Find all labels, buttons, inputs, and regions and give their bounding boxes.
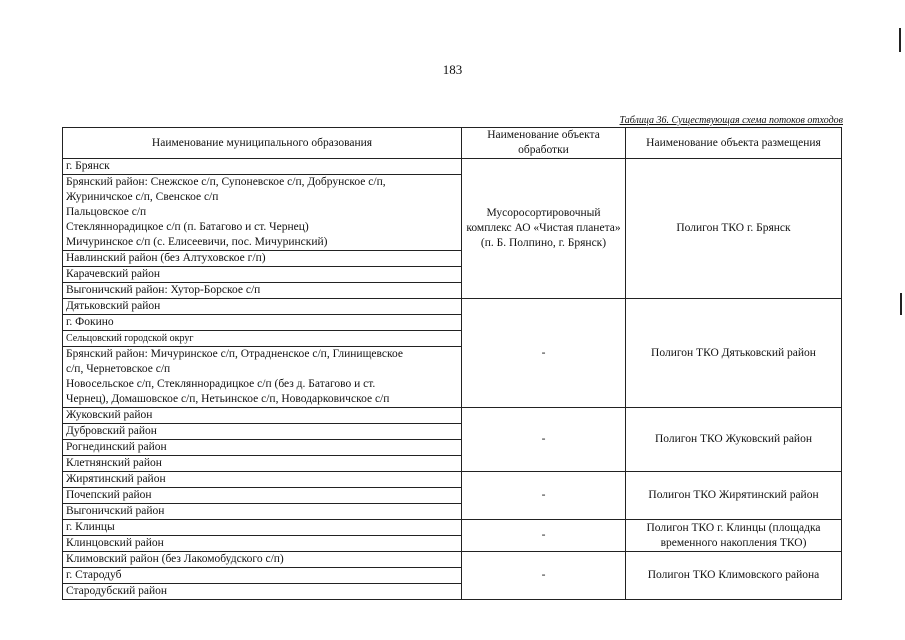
table-caption: Таблица 36. Существующая схема потоков отходов: [619, 115, 843, 126]
placement-cell: Полигон ТКО г. Брянск: [626, 159, 842, 299]
placement-cell: Полигон ТКО Жуковский район: [626, 408, 842, 472]
municipality-line: г. Фокино: [66, 316, 114, 328]
municipality-line: Чернец), Домашовское с/п, Нетьинское с/п, Новодарковичское с/п: [66, 393, 390, 405]
waste-flow-table: [62, 127, 842, 600]
table-row: [63, 552, 842, 568]
municipality-line: Стекляннорадицкое с/п (п. Батагово и ст. Чернец): [66, 221, 309, 233]
municipality-line: Навлинский район (без Алтуховское г/п): [66, 252, 266, 264]
processing-cell: Мусоросортировочный комплекс АО «Чистая планета» (п. Б. Полпино, г. Брянск): [462, 159, 626, 299]
municipality-cell: [63, 584, 462, 600]
processing-cell: -: [462, 552, 626, 600]
municipality-line: Дятьковский район: [66, 300, 161, 312]
processing-cell: -: [462, 520, 626, 552]
municipality-line: Новосельское с/п, Стекляннорадицкое с/п (без д. Батагово и ст.: [66, 378, 376, 390]
municipality-line: Сельцовский городской округ: [66, 333, 194, 344]
municipality-line: Пальцовское с/п: [66, 206, 147, 218]
header-placement: Наименование объекта размещения: [626, 128, 842, 159]
page-number: 183: [442, 62, 463, 77]
municipality-line: Выгоничский район: Хутор-Борское с/п: [66, 284, 261, 296]
table-header-row: [63, 128, 842, 159]
municipality-cell: [63, 315, 462, 331]
table-row: [63, 408, 842, 424]
municipality-cell: [63, 536, 462, 552]
table-row: [63, 159, 842, 175]
header-processing: Наименование объекта обработки: [462, 128, 626, 159]
municipality-cell: [63, 520, 462, 536]
scan-edge-mark: [899, 28, 901, 52]
placement-cell: Полигон ТКО Климовского района: [626, 552, 842, 600]
placement-cell: Полигон ТКО г. Клинцы (площадка временного накопления ТКО): [626, 520, 842, 552]
scan-edge-mark: [900, 293, 902, 315]
table-row: [63, 299, 842, 315]
municipality-line: Стародубский район: [66, 585, 168, 597]
municipality-cell: [63, 347, 462, 408]
municipality-cell: [63, 456, 462, 472]
municipality-line: Дубровский район: [66, 425, 157, 437]
municipality-cell: [63, 504, 462, 520]
municipality-line: г. Брянск: [66, 160, 110, 172]
table-body: [63, 159, 842, 600]
municipality-cell: [63, 488, 462, 504]
processing-cell: -: [462, 472, 626, 520]
placement-cell: Полигон ТКО Жирятинский район: [626, 472, 842, 520]
municipality-cell: [63, 440, 462, 456]
municipality-cell: [63, 331, 462, 347]
municipality-line: Мичуринское с/п (с. Елисеевичи, пос. Мичуринский): [66, 236, 328, 248]
municipality-cell: [63, 299, 462, 315]
placement-cell: Полигон ТКО Дятьковский район: [626, 299, 842, 408]
municipality-cell: [63, 424, 462, 440]
municipality-cell: [63, 175, 462, 251]
municipality-line: Почепский район: [66, 489, 152, 501]
municipality-cell: [63, 283, 462, 299]
municipality-line: г. Клинцы: [66, 521, 115, 533]
municipality-cell: [63, 267, 462, 283]
municipality-line: Брянский район: Снежское с/п, Супоневское с/п, Добрунское с/п,: [66, 176, 386, 188]
municipality-line: Рогнединский район: [66, 441, 167, 453]
municipality-cell: [63, 552, 462, 568]
municipality-cell: [63, 408, 462, 424]
municipality-line: Жирятинский район: [66, 473, 166, 485]
municipality-line: Климовский район (без Лакомобудского с/п): [66, 553, 284, 565]
municipality-cell: [63, 568, 462, 584]
processing-cell: -: [462, 299, 626, 408]
municipality-line: Клинцовский район: [66, 537, 164, 549]
municipality-line: Журиничское с/п, Свенское с/п: [66, 191, 219, 203]
municipality-line: Жуковский район: [66, 409, 153, 421]
municipality-cell: [63, 251, 462, 267]
header-municipality: Наименование муниципального образования: [63, 128, 462, 159]
municipality-cell: [63, 472, 462, 488]
processing-cell: -: [462, 408, 626, 472]
municipality-line: г. Стародуб: [66, 569, 122, 581]
municipality-line: Брянский район: Мичуринское с/п, Отрадненское с/п, Глинищевское: [66, 348, 403, 360]
municipality-line: Выгоничский район: [66, 505, 165, 517]
municipality-cell: [63, 159, 462, 175]
municipality-line: Клетнянский район: [66, 457, 162, 469]
municipality-line: Карачевский район: [66, 268, 161, 280]
table-row: [63, 520, 842, 536]
table-row: [63, 472, 842, 488]
municipality-line: с/п, Чернетовское с/п: [66, 363, 171, 375]
